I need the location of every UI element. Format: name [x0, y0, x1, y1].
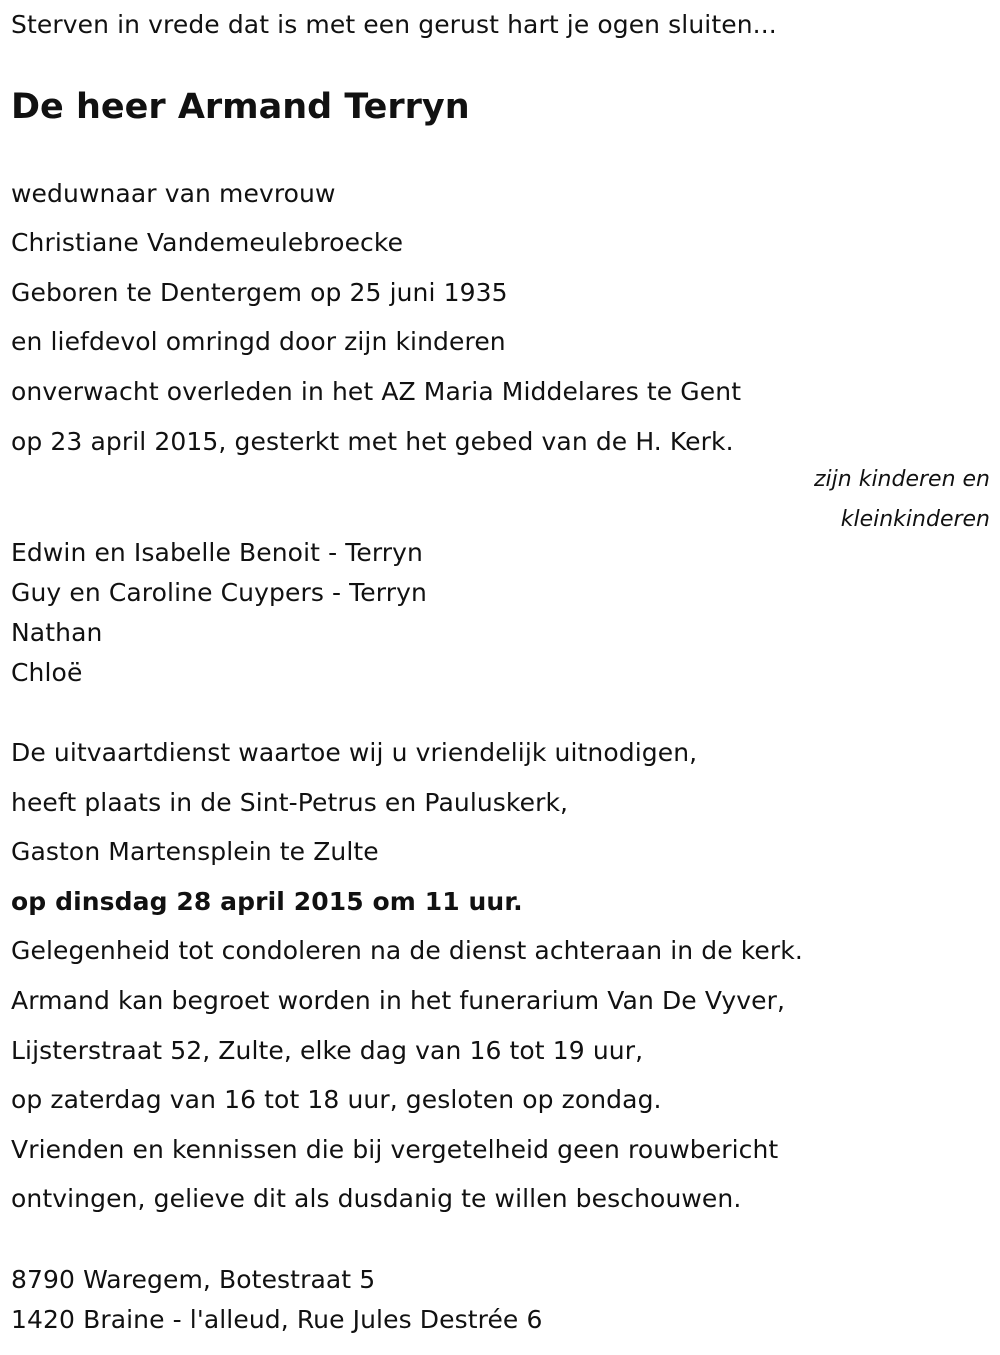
family-line: Edwin en Isabelle Benoit - Terryn — [11, 538, 424, 567]
signature — [814, 460, 990, 540]
service-line: Lijsterstraat 52, Zulte, elke dag van 16 tot 19 uur, — [11, 1036, 644, 1065]
signature-line: kleinkinderen — [840, 507, 990, 532]
bio-line: Geboren te Dentergem op 25 juni 1935 — [11, 278, 508, 307]
service-line: Vrienden en kennissen die bij vergetelheid geen rouwbericht — [11, 1135, 779, 1164]
family-line: Guy en Caroline Cuypers - Terryn — [11, 578, 427, 607]
service-line: heeft plaats in de Sint-Petrus en Pauluskerk, — [11, 788, 569, 817]
family-line: Chloë — [11, 658, 83, 687]
signature-line: zijn kinderen en — [814, 467, 990, 492]
service-line: Gelegenheid tot condoleren na de dienst achteraan in de kerk. — [11, 936, 803, 965]
bio-line: weduwnaar van mevrouw — [11, 179, 336, 208]
service-line: Armand kan begroet worden in het funerarium Van De Vyver, — [11, 986, 786, 1015]
page-title: De heer Armand Terryn — [11, 87, 470, 127]
bio-line: op 23 april 2015, gesterkt met het gebed van de H. Kerk. — [11, 427, 734, 456]
service-line: ontvingen, gelieve dit als dusdanig te willen beschouwen. — [11, 1184, 742, 1213]
bio-line: onverwacht overleden in het AZ Maria Middelares te Gent — [11, 377, 742, 406]
service-line: Gaston Martensplein te Zulte — [11, 837, 379, 866]
address-line: 1420 Braine - l'alleud, Rue Jules Destrée 6 — [11, 1305, 543, 1334]
family-line: Nathan — [11, 618, 103, 647]
bio-line: Christiane Vandemeulebroecke — [11, 228, 404, 257]
service-line: De uitvaartdienst waartoe wij u vriendelijk uitnodigen, — [11, 738, 698, 767]
address-line: 8790 Waregem, Botestraat 5 — [11, 1265, 376, 1294]
service-line: op zaterdag van 16 tot 18 uur, gesloten op zondag. — [11, 1085, 662, 1114]
bio-line: en liefdevol omringd door zijn kinderen — [11, 327, 506, 356]
service-date: op dinsdag 28 april 2015 om 11 uur. — [11, 887, 523, 916]
motto: Sterven in vrede dat is met een gerust hart je ogen sluiten... — [11, 10, 777, 39]
